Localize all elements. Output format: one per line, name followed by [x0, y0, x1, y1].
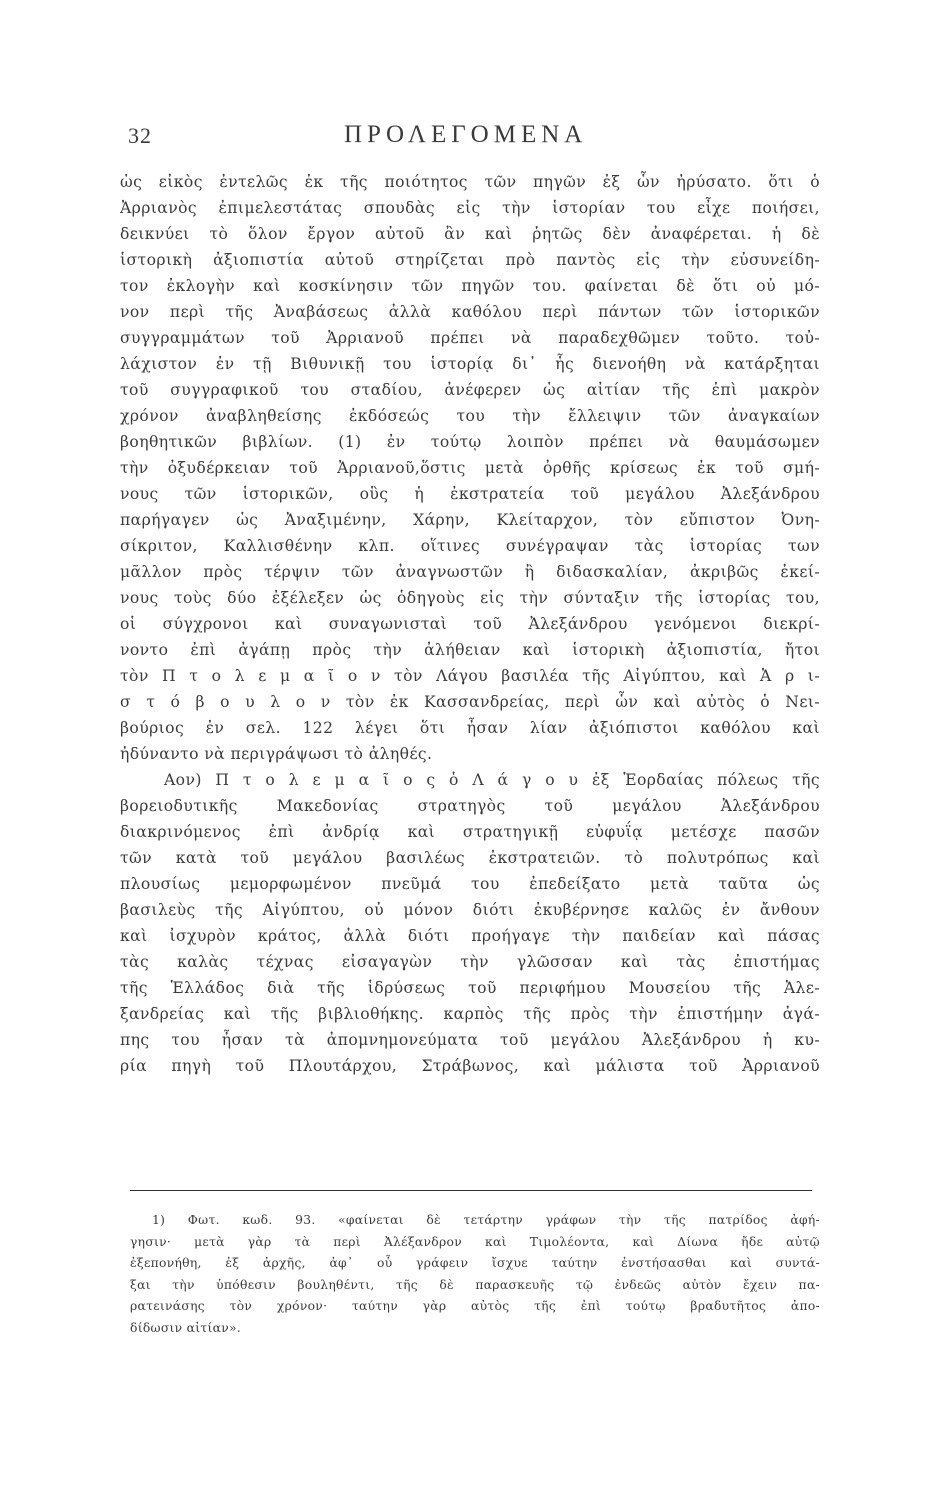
text-line: ρία πηγὴ τοῦ Πλουτάρχου, Στράβωνος, καὶ μάλιστα τοῦ Ἀρριανοῦ: [120, 1057, 820, 1075]
text-line: τῶν κατὰ τοῦ μεγάλου βασιλέως ἐκστρατειῶν. τὸ πολυτρόπως καὶ: [120, 849, 820, 867]
text-line: νους τοὺς δύο ἐξέλεξεν ὡς ὁδηγοὺς εἰς τὴν σύνταξιν τῆς ἱστορίας του,: [120, 589, 820, 607]
footnote-divider: [130, 1190, 812, 1191]
text-line: τοῦ συγγραφικοῦ του σταδίου, ἀνέφερεν ὡς αἰτίαν τῆς ἐπὶ μακρὸν: [120, 381, 820, 399]
text-line: ὡς εἰκὸς ἐντελῶς ἐκ τῆς ποιότητος τῶν πηγῶν ἐξ ὧν ἠρύσατο. ὅτι ὁ: [120, 173, 820, 191]
text-line: πλουσίως μεμορφωμένον πνεῦμά του ἐπεδείξατο μετὰ ταῦτα ὡς: [120, 875, 820, 893]
footnote-line: 1) Φωτ. κωδ. 93. «φαίνεται δὲ τετάρτην γράφων τὴν τῆς πατρίδος ἀφή-: [152, 1213, 820, 1227]
text-line: βασιλεὺς τῆς Αἰγύπτου, οὐ μόνον διότι ἐκυβέρνησε καλῶς ἐν ἄνθουν: [120, 901, 820, 919]
text-line: λάχιστον ἐν τῇ Βιθυνικῇ του ἱστορίᾳ δι᾽ ἧς διενοήθη νὰ κατάρξηται: [120, 355, 820, 373]
text-line: τον ἐκλογὴν καὶ κοσκίνησιν τῶν πηγῶν του. φαίνεται δὲ ὅτι οὐ μό-: [120, 277, 820, 295]
page-number: 32: [128, 123, 152, 148]
footnote-line: ἐξεπονήθη, ἐξ ἀρχῆς, ἀφ᾽ οὗ γράφειν ἴσχυε ταύτην ἐνστήσασθαι καὶ συντά-: [130, 1256, 820, 1270]
text-line: νον περὶ τῆς Ἀναβάσεως ἀλλὰ καθόλου περὶ πάντων τῶν ἱστορικῶν: [120, 303, 820, 321]
text-line: βούριος ἐν σελ. 122 λέγει ὅτι ἦσαν λίαν ἀξιόπιστοι καθόλου καὶ: [120, 719, 820, 737]
text-line: τὴν ὀξυδέρκειαν τοῦ Ἀρριανοῦ,ὅστις μετὰ ὀρθῆς κρίσεως ἐκ τοῦ σμή-: [120, 459, 820, 477]
text-line: βοηθητικῶν βιβλίων. (1) ἐν τούτῳ λοιπὸν πρέπει νὰ θαυμάσωμεν: [120, 433, 820, 451]
text-line: συγγραμμάτων τοῦ Ἀρριανοῦ πρέπει νὰ παραδεχθῶμεν τοῦτο. τοὐ-: [120, 329, 820, 347]
text-line: παρήγαγεν ὡς Ἀναξιμένην, Χάρην, Κλείταρχον, τὸν εὔπιστον Ὀνη-: [120, 511, 820, 529]
footnotes: [130, 1210, 820, 1339]
running-head: ΠΡΟΛΕΓΟΜΕΝΑ: [344, 121, 588, 148]
footnote-line: ρατεινάσης τὸν χρόνον· ταύτην γὰρ αὐτὸς τῆς ἐπὶ τούτῳ βραδυτῆτος ἀπο-: [130, 1299, 820, 1313]
text-line: βορειοδυτικῆς Μακεδονίας στρατηγὸς τοῦ μεγάλου Ἀλεξάνδρου: [120, 797, 820, 815]
text-line: Ἀρριανὸς ἐπιμελεστάτας σπουδὰς εἰς τὴν ἱστορίαν του εἶχε ποιήσει,: [120, 199, 820, 217]
body-text: [120, 169, 820, 1079]
text-line: σίκριτον, Καλλισθένην κλπ. οἵτινες συνέγραψαν τὰς ἱστορίας των: [120, 537, 820, 555]
text-line: ἱστορικὴ ἀξιοπιστία αὐτοῦ στηρίζεται πρὸ παντὸς εἰς τὴν εὐσυνείδη-: [120, 251, 820, 269]
text-line: οἱ σύγχρονοι καὶ συναγωνισταὶ τοῦ Ἀλεξάνδρου γενόμενοι διεκρί-: [120, 615, 820, 633]
text-line: χρόνον ἀναβληθείσης ἐκδόσεώς του τὴν ἔλλειψιν τῶν ἀναγκαίων: [120, 407, 820, 425]
text-line: τὰς καλὰς τέχνας εἰσαγαγὼν τὴν γλῶσσαν καὶ τὰς ἐπιστήμας: [120, 953, 820, 971]
text-line: μᾶλλον πρὸς τέρψιν τῶν ἀναγνωστῶν ἢ διδασκαλίαν, ἀκριβῶς ἐκεί-: [120, 563, 820, 581]
footnote-line: δίδωσιν αἰτίαν».: [130, 1320, 242, 1335]
text-line: πης του ἦσαν τὰ ἀπομνημονεύματα τοῦ μεγάλου Ἀλεξάνδρου ἡ κυ-: [120, 1031, 820, 1049]
text-line: νους τῶν ἱστορικῶν, οὓς ἡ ἐκστρατεία τοῦ μεγάλου Ἀλεξάνδρου: [120, 485, 820, 503]
text-line: καὶ ἰσχυρὸν κράτος, ἀλλὰ διότι προήγαγε τὴν παιδείαν καὶ πάσας: [120, 927, 820, 945]
text-line: τὸν Π τ ο λ ε μ α ῖ ο ν τὸν Λάγου βασιλέα τῆς Αἰγύπτου, καὶ Ἀ ρ ι-: [120, 667, 820, 685]
text-line: δεικνύει τὸ ὅλον ἔργον αὐτοῦ ἂν καὶ ῥητῶς δὲν ἀναφέρεται. ἡ δὲ: [120, 225, 820, 243]
text-line: σ τ ό β ο υ λ ο ν τὸν ἐκ Κασσανδρείας, περὶ ὧν καὶ αὐτὸς ὁ Νει-: [120, 693, 820, 711]
text-line: ξανδρείας καὶ τῆς βιβλιοθήκης. καρπὸς τῆς πρὸς τὴν ἐπιστήμην ἀγά-: [120, 1005, 820, 1023]
text-line: διακρινόμενος ἐπὶ ἀνδρίᾳ καὶ στρατηγικῇ εὐφυΐᾳ μετέσχε πασῶν: [120, 823, 820, 841]
text-line: τῆς Ἑλλάδος διὰ τῆς ἱδρύσεως τοῦ περιφήμου Μουσείου τῆς Ἀλε-: [120, 979, 820, 997]
text-line: ἠδύναντο νὰ περιγράψωσι τὸ ἀληθές.: [120, 745, 433, 763]
text-line: νοντο ἐπὶ ἀγάπῃ πρὸς τὴν ἀλήθειαν καὶ ἱστορικὴ ἀξιοπιστία, ἤτοι: [120, 641, 820, 659]
section-heading-line: Αον) Π τ ο λ ε μ α ῖ ο ς ὁ Λ ά γ ο υ ἐξ Ἐορδαίας πόλεως τῆς: [164, 771, 820, 789]
footnote-line: γησιν· μετὰ γὰρ τὰ περὶ Ἀλέξανδρον καὶ Τιμολέοντα, καὶ Δίωνα ἤδε αὐτῷ: [130, 1234, 820, 1249]
footnote-line: ξαι τὴν ὑπόθεσιν βουληθέντι, τῆς δὲ παρασκευῆς τῷ ἐνδεῶς αὐτὸν ἔχειν πα-: [130, 1277, 820, 1292]
